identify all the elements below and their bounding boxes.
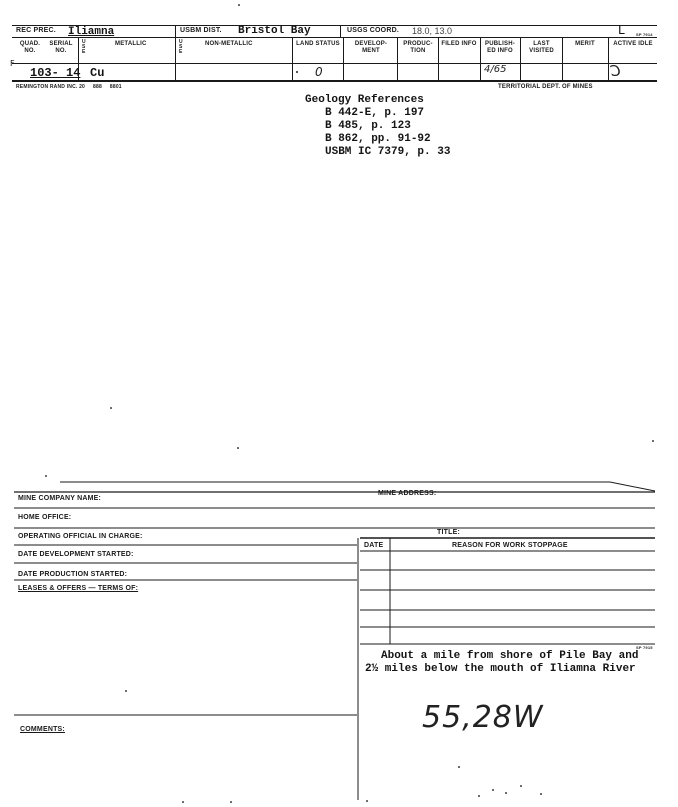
corner-mark: L — [618, 23, 625, 37]
metallic-value: Cu — [90, 66, 105, 80]
stoppage-reason-header: REASON FOR WORK STOPPAGE — [452, 542, 568, 549]
location-note-line-2: 2½ miles below the mouth of Iliamna River — [365, 663, 636, 675]
col-development: DEVELOP-MENT — [354, 41, 388, 54]
rec-prec-value: Iliamna — [68, 26, 115, 38]
col-filed-info: FILED INFO — [441, 41, 477, 47]
title-label: TITLE: — [437, 529, 460, 536]
col-quad-no: QUAD. NO. — [19, 41, 41, 54]
home-office-label: HOME OFFICE: — [18, 514, 72, 521]
published-info-value: 4/65 — [484, 64, 507, 75]
side-mark: F — [10, 59, 15, 68]
col-serial-no: SERIAL NO. — [49, 41, 73, 54]
col-active-idle: ACTIVE IDLE — [613, 41, 653, 47]
handwritten-annotation: 55,28W — [422, 700, 544, 735]
stoppage-date-header: DATE — [364, 542, 384, 549]
form-number-bottom: SP 7915 — [636, 645, 653, 650]
usgs-coord-label: USGS COORD. — [347, 27, 399, 34]
printer-line: REMINGTON RAND INC. 20 888 8801 — [16, 84, 122, 90]
reference-item: B 442-E, p. 197 — [325, 107, 425, 119]
active-idle-value: C — [610, 62, 621, 80]
mine-company-name-label: MINE COMPANY NAME: — [18, 495, 102, 502]
mine-address-label: MINE ADDRESS: — [378, 490, 437, 497]
col-use-b: USE — [179, 39, 183, 55]
col-merit: MERIT — [575, 41, 595, 47]
rec-prec-label: REC PREC. — [16, 27, 56, 34]
date-production-started-label: DATE PRODUCTION STARTED: — [18, 571, 128, 578]
col-last-visited: LAST VISITED — [529, 41, 554, 54]
col-land-status: LAND STATUS — [296, 41, 340, 47]
col-metallic: METALLIC — [115, 41, 147, 47]
col-use-a: USE — [82, 39, 86, 55]
leases-label: LEASES & OFFERS — TERMS OF: — [18, 585, 139, 592]
quad-serial-value: 103- 14 — [30, 66, 81, 80]
usbm-dist-label: USBM DIST. — [180, 27, 222, 34]
department-line: TERRITORIAL DEPT. OF MINES — [498, 84, 593, 90]
reference-item: B 862, pp. 91-92 — [325, 133, 431, 145]
operating-official-label: OPERATING OFFICIAL IN CHARGE: — [18, 533, 143, 540]
reference-item: B 485, p. 123 — [325, 120, 411, 132]
col-production: PRODUC-TION — [403, 41, 433, 54]
usgs-coord-value: 18.0, 13.0 — [412, 26, 453, 36]
form-number-top: SP 7914 — [636, 32, 653, 37]
comments-label: COMMENTS: — [20, 726, 65, 733]
usbm-dist-value: Bristol Bay — [238, 25, 311, 37]
references-title: Geology References — [305, 94, 424, 106]
land-status-value: 0 — [315, 65, 323, 79]
reference-item: USBM IC 7379, p. 33 — [325, 146, 451, 158]
col-non-metallic: NON-METALLIC — [205, 41, 253, 47]
location-note-line-1: About a mile from shore of Pile Bay and — [381, 650, 639, 662]
date-development-started-label: DATE DEVELOPMENT STARTED: — [18, 551, 134, 558]
col-published-info: PUBLISH-ED INFO — [485, 41, 515, 54]
